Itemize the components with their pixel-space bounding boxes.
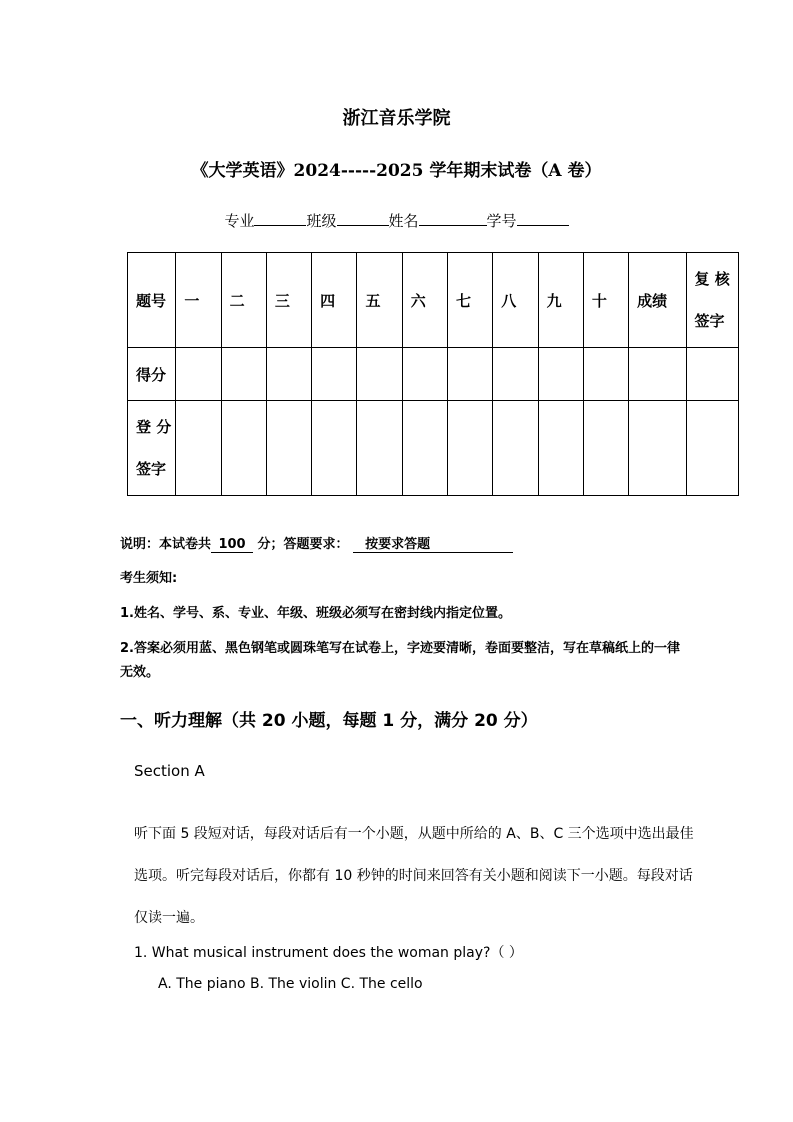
question-1: 1. What musical instrument does the woman play?（ ） xyxy=(134,945,523,961)
section-directions: 听下面 5 段短对话，每段对话后有一个小题，从题中所给的 A、B、C 三个选项中选出最佳选项。听完每段对话后，你都有 10 秒钟的时间来回答有关小题和阅读下一小题。每段对话仅读一遍。 xyxy=(134,826,694,926)
register-label-line2: 签字 xyxy=(136,460,167,478)
review-signature-header xyxy=(686,253,739,348)
signature-cell[interactable] xyxy=(686,401,739,496)
header-cell: 二 xyxy=(221,253,266,348)
question-number-row xyxy=(128,253,739,348)
description-mid: 分；答题要求： xyxy=(257,537,349,552)
section-a-label: Section A xyxy=(134,762,205,780)
score-row xyxy=(128,348,739,401)
signature-cell[interactable] xyxy=(448,401,493,496)
score-cell[interactable] xyxy=(176,348,221,401)
header-cell: 六 xyxy=(402,253,447,348)
score-cell[interactable] xyxy=(583,348,628,401)
notice-rule-2: 2.答案必须用蓝、黑色钢笔或圆珠笔写在试卷上，字迹要清晰，卷面要整洁，写在草稿纸上的一律无效。 xyxy=(120,641,680,680)
signature-cell[interactable] xyxy=(312,401,357,496)
header-cell: 十 xyxy=(583,253,628,348)
question-1-options: A. The piano B. The violin C. The cello xyxy=(158,976,423,992)
score-label: 得分 xyxy=(128,348,176,401)
score-cell[interactable] xyxy=(686,348,739,401)
score-cell[interactable] xyxy=(629,348,686,401)
review-label-line1: 复 核 xyxy=(694,270,730,288)
student-info-line xyxy=(0,210,793,231)
major-blank[interactable] xyxy=(254,211,306,226)
header-cell: 一 xyxy=(176,253,221,348)
header-cell: 七 xyxy=(448,253,493,348)
header-cell: 九 xyxy=(538,253,583,348)
header-cell: 八 xyxy=(493,253,538,348)
id-blank[interactable] xyxy=(517,211,569,226)
total-score-value: 100 xyxy=(211,537,253,553)
class-blank[interactable] xyxy=(337,211,389,226)
register-label-line1: 登 分 xyxy=(136,418,172,436)
section-heading: 一、听力理解（共 20 小题，每题 1 分，满分 20 分） xyxy=(120,711,538,731)
register-signature-row xyxy=(128,401,739,496)
name-blank[interactable] xyxy=(419,211,487,226)
notice-rule-1: 1.姓名、学号、系、专业、年级、班级必须写在密封线内指定位置。 xyxy=(120,606,511,621)
header-cell: 四 xyxy=(312,253,357,348)
score-cell[interactable] xyxy=(221,348,266,401)
signature-cell[interactable] xyxy=(538,401,583,496)
description-prefix: 说明：本试卷共 xyxy=(120,537,212,552)
school-name: 浙江音乐学院 xyxy=(342,108,451,129)
score-cell[interactable] xyxy=(538,348,583,401)
major-label: 专业 xyxy=(224,212,255,230)
notice-title: 考生须知: xyxy=(120,571,178,586)
header-cell: 题号 xyxy=(128,253,176,348)
score-cell[interactable] xyxy=(312,348,357,401)
register-label xyxy=(128,401,176,496)
name-label: 姓名 xyxy=(388,212,419,230)
score-cell[interactable] xyxy=(448,348,493,401)
header-cell: 三 xyxy=(266,253,311,348)
score-cell[interactable] xyxy=(493,348,538,401)
signature-cell[interactable] xyxy=(357,401,402,496)
score-cell[interactable] xyxy=(357,348,402,401)
answer-requirement: 按要求答题 xyxy=(353,533,513,553)
header-cell: 成绩 xyxy=(629,253,686,348)
score-table xyxy=(127,252,739,496)
signature-cell[interactable] xyxy=(176,401,221,496)
score-cell[interactable] xyxy=(266,348,311,401)
score-cell[interactable] xyxy=(402,348,447,401)
class-label: 班级 xyxy=(306,212,337,230)
signature-cell[interactable] xyxy=(629,401,686,496)
review-label-line2: 签字 xyxy=(694,312,725,330)
signature-cell[interactable] xyxy=(402,401,447,496)
id-label: 学号 xyxy=(486,212,517,230)
signature-cell[interactable] xyxy=(493,401,538,496)
signature-cell[interactable] xyxy=(221,401,266,496)
exam-title: 《大学英语》2024-----2025 学年期末试卷（A 卷） xyxy=(191,161,602,181)
exam-description xyxy=(120,533,680,553)
signature-cell[interactable] xyxy=(266,401,311,496)
signature-cell[interactable] xyxy=(583,401,628,496)
header-cell: 五 xyxy=(357,253,402,348)
